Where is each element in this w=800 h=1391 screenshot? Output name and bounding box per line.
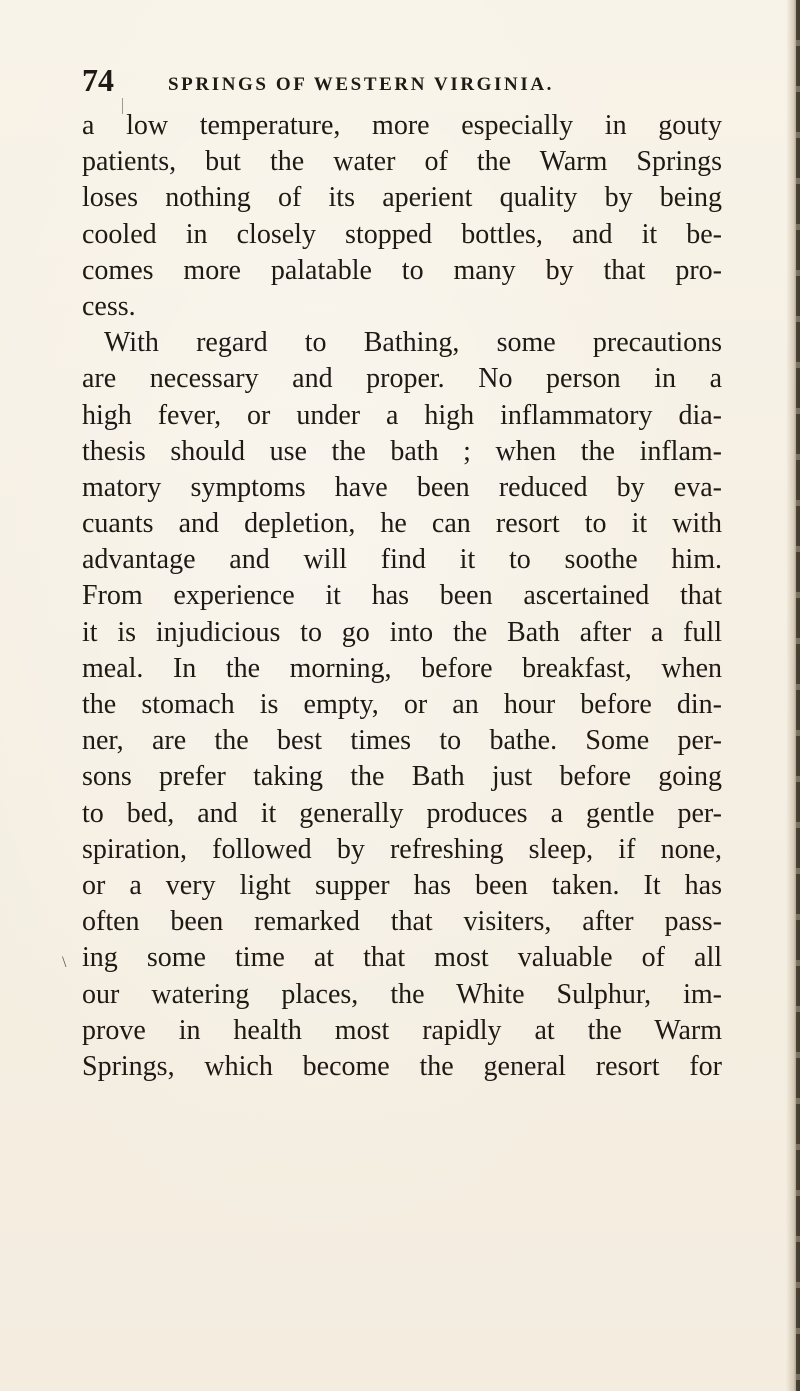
text-line: sons prefer taking the Bath just before going [82,761,722,793]
text-line: ing some time at that most valuable of all [82,942,722,974]
body-text [82,108,722,1085]
page-number: 74 [82,62,114,98]
text-line: to bed, and it generally produces a gentle per- [82,797,722,829]
paragraph-start-line: With regard to Bathing, some precautions [104,327,722,359]
text-line: cooled in closely stopped bottles, and it be- [82,218,722,250]
text-line: Springs, which become the general resort for [82,1050,722,1082]
text-line: spiration, followed by refreshing sleep, if none, [82,833,722,865]
text-line: it is injudicious to go into the Bath after a full [82,616,722,648]
text-line: often been remarked that visiters, after pass- [82,906,722,938]
text-line: a low temperature, more especially in gouty [82,110,722,141]
text-line: patients, but the water of the Warm Springs [82,146,722,178]
text-line: high fever, or under a high inflammatory dia- [82,399,722,431]
text-line: thesis should use the bath ; when the inflam- [82,435,722,467]
text-line: ner, are the best times to bathe. Some per- [82,725,722,757]
running-title: SPRINGS OF WESTERN VIRGINIA. [168,74,555,95]
text-line: matory symptoms have been reduced by eva- [82,471,722,503]
page-header [82,62,722,102]
margin-mark: \ [62,954,67,971]
text-line: cuants and depletion, he can resort to it with [82,508,722,540]
text-line: our watering places, the White Sulphur, im- [82,978,722,1010]
text-line: are necessary and proper. No person in a [82,363,722,395]
text-line: cess. [82,290,136,322]
text-line: prove in health most rapidly at the Warm [82,1014,722,1046]
text-line: meal. In the morning, before breakfast, when [82,652,722,684]
text-line: advantage and will find it to soothe him. [82,544,722,576]
text-line: or a very light supper has been taken. It has [82,869,722,901]
text-line: the stomach is empty, or an hour before din- [82,689,722,720]
text-line: From experience it has been ascertained that [82,580,722,612]
text-line: comes more palatable to many by that pro- [82,254,722,286]
page-edge [796,0,800,1391]
text-line: loses nothing of its aperient quality by being [82,182,722,214]
